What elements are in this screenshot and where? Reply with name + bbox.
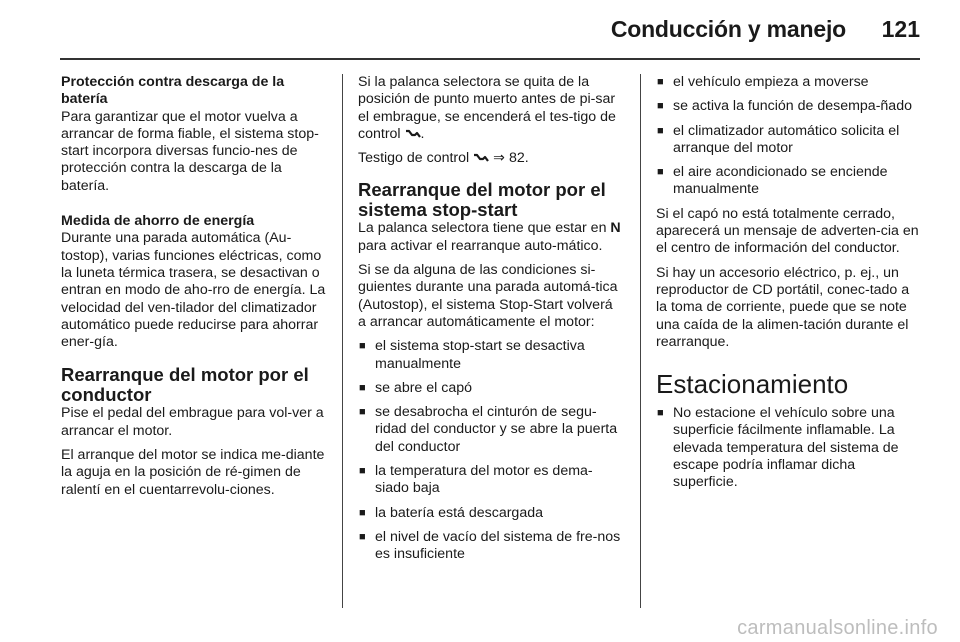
list-item-text: No estacione el vehículo sobre una superficie fácilmente inflamable. La elevada temperatura del sistema de escape podría inflamar dicha superficie. (673, 405, 899, 491)
list-item-text: el aire acondicionado se enciende manualmente (673, 164, 888, 198)
bullet-square-icon: ■ (657, 166, 664, 179)
paragraph-clutch: Pise el pedal del embrague para vol-ver a arrancar el motor. (61, 405, 324, 439)
list-item-text: se desabrocha el cinturón de segu-ridad del conductor y se abre la puerta del conductor (375, 404, 618, 455)
column-divider-1 (342, 74, 343, 608)
parking-list (656, 405, 922, 491)
bullet-square-icon: ■ (359, 381, 366, 394)
header-title: Conducción y manejo (610, 16, 846, 42)
bullet-square-icon: ■ (359, 340, 366, 353)
watermark: carmanualsonline.info (737, 617, 938, 639)
section-heading-parking: Estacionamiento (656, 369, 849, 400)
page-header (0, 0, 960, 58)
conditions-list-continued (656, 74, 922, 199)
control-lamp-label: Testigo de control (358, 150, 470, 167)
column-2 (358, 74, 624, 571)
list-item (358, 529, 624, 564)
paragraph-tachometer: El arranque del motor se indica me-diante la aguja en la posición de ré-gimen de ralentí en el cuentarrevolu-ciones. (61, 447, 325, 498)
header-divider (60, 58, 920, 60)
paragraph-neutral-after: para activar el rearranque auto-mático. (358, 237, 603, 254)
stop-start-lamp-icon (405, 129, 421, 139)
conditions-list (358, 338, 624, 563)
column-divider-2 (640, 74, 641, 608)
column-1 (61, 74, 326, 506)
list-item-text: el sistema stop-start se desactiva manualmente (375, 338, 585, 372)
list-item-text: la temperatura del motor es dema-siado baja (375, 463, 593, 497)
list-item (358, 463, 624, 498)
list-item (656, 405, 922, 491)
bullet-square-icon: ■ (359, 506, 366, 519)
paragraph-selector-lever (358, 74, 624, 143)
paragraph-control-lamp-ref (358, 150, 624, 167)
section-heading-energy: Medida de ahorro de energía (61, 213, 255, 230)
section-heading-system-restart: Rearranque del motor por el sistema stop-start (358, 179, 606, 221)
list-item (358, 404, 624, 456)
bullet-square-icon: ■ (359, 406, 366, 419)
list-item (358, 338, 624, 373)
paragraph-neutral (358, 220, 624, 255)
section-body-energy: Durante una parada automática (Au-tostop), varias funciones eléctricas, como la luneta térmica trasera, se desactivan o entran en modo de aho-rro de energía. La velocidad del ven-tilador del climatizador automático puede reducirse para ahorrar ener-gía. (61, 230, 326, 351)
paragraph-selector-lever-text: Si la palanca selectora se quita de la posición de punto muerto antes de pi-sar el embrague, se encenderá el tes-tigo de control (358, 74, 616, 142)
list-item-text: el climatizador automático solicita el arranque del motor (673, 122, 900, 156)
bullet-square-icon: ■ (657, 407, 664, 420)
reference-arrow-icon: ⇒ (493, 150, 505, 167)
bullet-square-icon: ■ (359, 530, 366, 543)
list-item (656, 74, 922, 91)
stop-start-lamp-icon (473, 153, 489, 163)
section-body-battery: Para garantizar que el motor vuelva a arrancar de forma fiable, el sistema stop-start incorpora diversas funcio-nes de protección contra la descarga de la batería. (61, 108, 319, 194)
list-item (656, 123, 922, 158)
paragraph-accessory: Si hay un accesorio eléctrico, p. ej., un reproductor de CD portátil, conec-tado a la toma de corriente, puede que se note una caída de la alimen-tación durante el rearranque. (656, 264, 910, 350)
page-reference-link[interactable]: 82. (508, 150, 529, 167)
list-item (358, 380, 624, 397)
list-item-text: se abre el capó (375, 379, 473, 396)
section-heading-driver-restart: Rearranque del motor por el conductor (61, 364, 309, 406)
list-item-text: la batería está descargada (375, 504, 543, 521)
list-item (358, 505, 624, 522)
paragraph-selector-lever-end: . (420, 125, 425, 142)
column-3 (656, 74, 922, 499)
section-heading-battery: Protección contra descarga de la batería (61, 74, 285, 108)
page-number: 121 (881, 16, 920, 42)
paragraph-hood-warning: Si el capó no está totalmente cerrado, aparecerá un mensaje de adverten-cia en el centro de información del conductor. (656, 205, 919, 257)
gear-neutral-label: N (610, 220, 621, 237)
paragraph-neutral-before: La palanca selectora tiene que estar en (358, 220, 607, 237)
list-item-text: se activa la función de desempa-ñado (673, 98, 912, 115)
list-item-text: el nivel de vacío del sistema de fre-nos es insuficiente (375, 528, 621, 563)
paragraph-conditions: Si se da alguna de las condiciones si-guientes durante una parada automá-tica (Autostop), el sistema Stop-Start volverá a arrancar automáticamente el motor: (358, 262, 618, 330)
bullet-square-icon: ■ (657, 76, 664, 88)
bullet-square-icon: ■ (657, 100, 664, 113)
list-item-text: el vehículo empieza a moverse (673, 74, 869, 90)
bullet-square-icon: ■ (657, 124, 664, 137)
list-item (656, 98, 922, 115)
list-item (656, 164, 922, 199)
bullet-square-icon: ■ (359, 465, 366, 478)
